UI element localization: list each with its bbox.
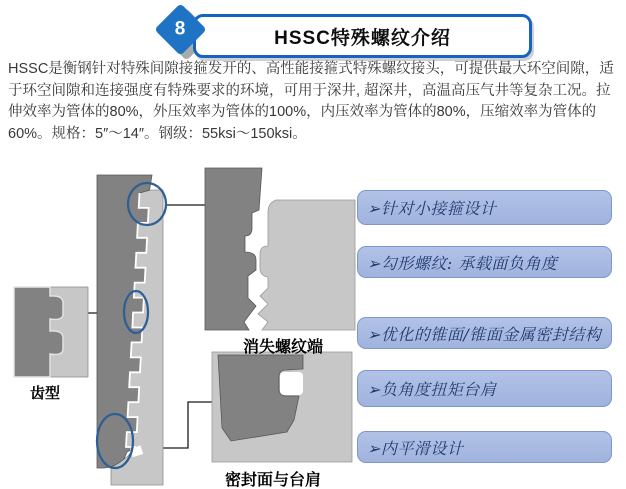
feature-item-1 xyxy=(357,190,612,225)
label-seal-shoulder: 密封面与台肩 xyxy=(225,472,322,489)
intro-line-2: 于环空间隙和连接强度有特殊要求的环境，可用于深井, 超深井，高温高压气井等复杂工况。拉 xyxy=(8,82,611,99)
label-vanishing-thread: 消失螺纹端 xyxy=(243,339,324,356)
page-title: HSSC特殊螺纹介绍 xyxy=(274,27,451,49)
seal-notch xyxy=(280,372,303,395)
feature-item-5-label: ➢内平滑设计 xyxy=(367,438,464,458)
feature-item-2 xyxy=(357,246,612,278)
feature-item-2-label: ➢勾形螺纹: 承载面负角度 xyxy=(367,253,558,273)
feature-item-3-label: ➢优化的锥面/锥面金属密封结构 xyxy=(367,324,602,344)
label-tooth-profile: 齿型 xyxy=(30,385,61,402)
intro-line-1: HSSC是衡钢针对特殊间隙接箍发开的、高性能接箍式特殊螺纹接头，可提供最大环空间隙，适 xyxy=(8,61,614,77)
detail-vanishing-thread xyxy=(205,168,355,330)
vanishing-pin xyxy=(258,200,355,330)
detail-tooth-profile xyxy=(14,287,88,377)
feature-item-5 xyxy=(357,431,612,463)
feature-item-3 xyxy=(357,317,612,349)
slide-number: 8 xyxy=(175,18,186,40)
detail-seal-shoulder xyxy=(212,352,352,462)
intro-line-4: 60%。规格：5″～14″。钢级：55ksi～150ksi。 xyxy=(8,125,307,142)
intro-line-3: 伸效率为管体的80%，外压效率为管体的100%，内压效率为管体的80%，压缩效率为管体的 xyxy=(8,104,597,121)
feature-item-1-label: ➢针对小接箍设计 xyxy=(367,199,497,218)
feature-item-4-label: ➢负角度扭矩台肩 xyxy=(367,380,497,399)
feature-item-4 xyxy=(357,370,612,407)
vanishing-coupling xyxy=(205,168,262,330)
